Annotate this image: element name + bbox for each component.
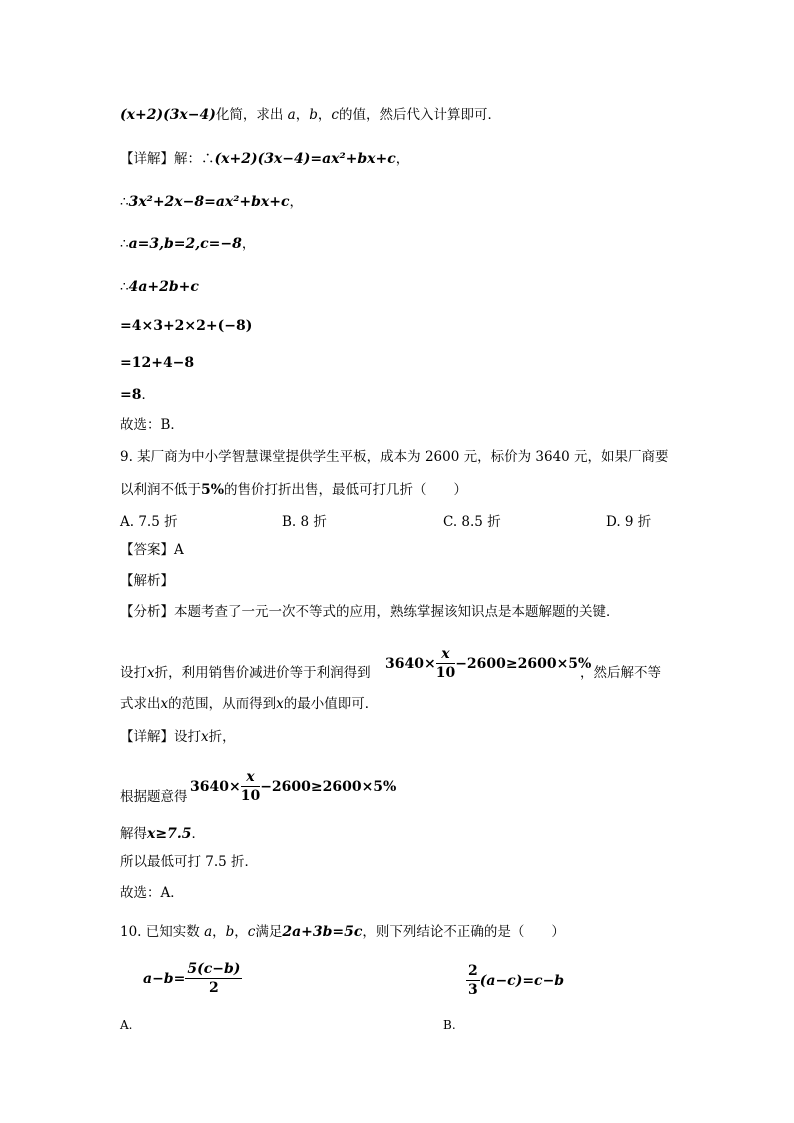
sep: ， [295, 107, 310, 123]
sep: ， [212, 924, 226, 940]
therefore-symbol: ∴ [120, 279, 129, 295]
text: 以利润不低于 [120, 482, 201, 498]
choose-line: 故选：B． [120, 417, 184, 433]
detail-label: 【详解】解： [120, 151, 201, 167]
setup-line-2 [120, 695, 378, 713]
detail-line: 【详解】解：∴(x+2)(3x−4)=ax²+bx+c， [120, 151, 410, 167]
var-x: x [147, 665, 155, 681]
step-line [120, 278, 199, 296]
numerator: 2 [468, 963, 478, 979]
equation: =8 [120, 387, 142, 403]
text: 设打 [120, 665, 147, 681]
setup-line [120, 664, 371, 682]
text: 满足 [255, 924, 283, 940]
text: 式求出 [120, 696, 161, 712]
text: 【详解】设打 [120, 729, 201, 745]
choose-line: 故选：A． [120, 885, 184, 901]
solution: x≥7.5 [147, 826, 192, 842]
var-a: a [287, 107, 296, 123]
expr-factored: (x+2)(3x−4) [120, 107, 216, 123]
solve-line: 解得x≥7.5． [120, 826, 205, 842]
var-x: x [276, 696, 284, 712]
text: ，则下列结论不正确的是（ ） [362, 924, 565, 940]
q10-option-b-label: B. [443, 1018, 456, 1032]
therefore-symbol: ∴ [120, 236, 129, 252]
step-line: ∴3x²+2x−8=ax²+bx+c， [120, 194, 304, 210]
by-title-line: 根据题意得 [120, 789, 188, 805]
ineq-left: 3640× [190, 779, 241, 795]
q10-option-a [143, 960, 242, 997]
text: 的值，然后代入计算即可． [338, 107, 501, 123]
q9-stem-line-1: 9. 某厂商为中小学智慧课堂提供学生平板，成本为 2600 元，标价为 3640 元，如果厂商要 [120, 449, 669, 465]
text: 的售价打折出售，最低可打几折（ ） [224, 482, 468, 498]
q10-stem [120, 923, 565, 941]
denominator: 3 [468, 982, 478, 998]
expr: a−b= [143, 971, 186, 987]
text: 折， [208, 729, 236, 745]
q10-option-a-label: A. [120, 1018, 133, 1032]
equation: a=3,b=2,c=−8 [128, 236, 242, 252]
ineq-right: −2600≥2600×5% [455, 656, 592, 672]
sep: ， [317, 107, 332, 123]
equation: 4a+2b+c [128, 279, 199, 295]
fraction [466, 962, 480, 999]
step-line: =8． [120, 387, 155, 403]
sep: ， [234, 924, 248, 940]
text: 的范围，从而得到 [168, 696, 277, 712]
fraction [241, 768, 260, 805]
numerator: x [436, 645, 455, 664]
var-c: c [331, 107, 339, 123]
inequality-1 [385, 645, 591, 682]
q10-option-b [466, 962, 564, 999]
q9-stem-line-2 [120, 481, 467, 499]
q9-option-d: D. 9 折 [606, 514, 652, 530]
text: 的最小值即可． [283, 696, 379, 712]
text: 化简，求出 [215, 107, 284, 123]
denominator: 2 [208, 980, 219, 996]
equation: (x+2)(3x−4)=ax²+bx+c [214, 151, 396, 167]
fraction [185, 960, 242, 997]
percent: 5% [201, 482, 225, 498]
var-x: x [201, 729, 209, 745]
text: 10. 已知实数 [120, 924, 200, 940]
ineq-right: −2600≥2600×5% [260, 779, 397, 795]
text: 折，利用销售价减进价等于利润得到 [154, 665, 371, 681]
q9-option-b: B. 8 折 [282, 514, 327, 530]
q9-option-c: C. 8.5 折 [443, 514, 501, 530]
step-line: ∴a=3,b=2,c=−8， [120, 236, 256, 252]
denominator: 10 [435, 665, 456, 681]
var-b: b [309, 107, 318, 123]
therefore-symbol: ∴ [201, 151, 215, 167]
equation: 3x²+2x−8=ax²+bx+c [128, 194, 290, 210]
answer-line: 【答案】A [120, 542, 184, 558]
equation: =4×3+2×2+(−8) [120, 318, 253, 334]
setup-tail: ，然后解不等 [580, 665, 661, 681]
text: 解得 [120, 826, 147, 842]
solution-intro-line [120, 106, 501, 124]
step-line [120, 354, 194, 372]
equation: =12+4−8 [120, 355, 195, 371]
inequality-2 [190, 768, 396, 805]
numerator: x [241, 768, 260, 787]
denominator: 10 [240, 788, 261, 804]
var-x: x [160, 696, 169, 712]
var-c: c [247, 924, 256, 940]
ineq-left: 3640× [385, 656, 436, 672]
therefore-symbol: ∴ [120, 194, 129, 210]
step-line [120, 317, 252, 335]
equation: 2a+3b=5c [282, 924, 363, 940]
analysis-line: 【解析】 [120, 573, 174, 589]
expr: (a−c)=c−b [479, 973, 565, 989]
var-a: a [204, 924, 213, 940]
fenxi-line: 【分析】本题考查了一元一次不等式的应用，熟练掌握该知识点是本题解题的关键． [120, 604, 620, 620]
detail-line [120, 728, 236, 746]
numerator: 5(c−b) [187, 961, 241, 977]
var-b: b [225, 924, 235, 940]
fraction [436, 645, 455, 682]
q9-option-a: A. 7.5 折 [120, 514, 178, 530]
lowest-line: 所以最低可打 7.5 折． [120, 854, 259, 870]
